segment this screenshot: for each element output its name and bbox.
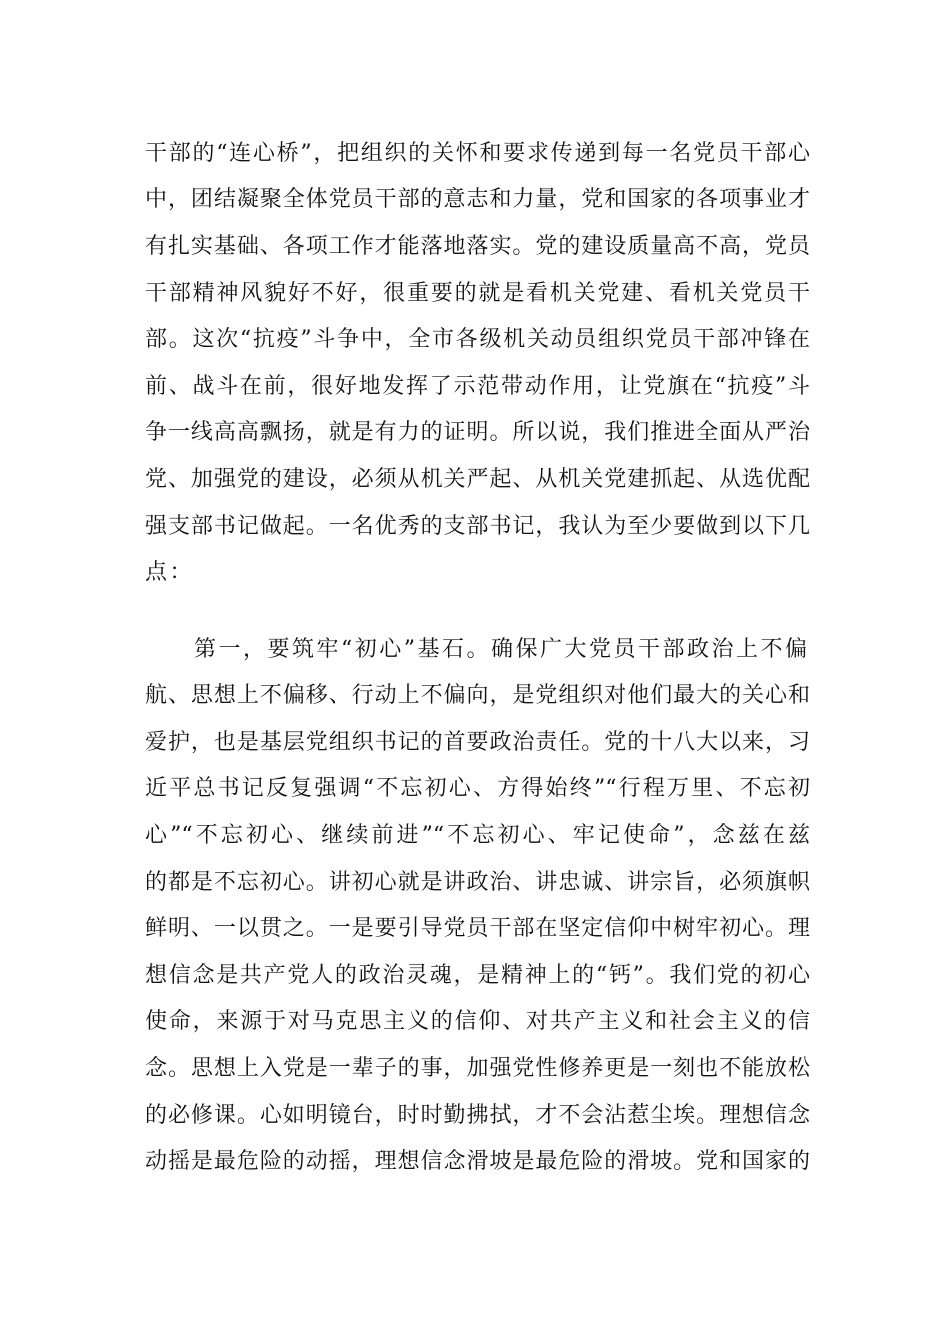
text-line-17: 鲜明、一以贯之。一是要引导党员干部在坚定信仰中树牢初心。理: [145, 916, 810, 941]
text-line-14: 近平总书记反复强调“不忘初心、方得始终”“行程万里、不忘初: [145, 776, 810, 801]
text-line-20: 念。思想上入党是一辈子的事，加强党性修养更是一刻也不能放松: [145, 1056, 810, 1081]
text-line-9: 强支部书记做起。一名优秀的支部书记，我认为至少要做到以下几: [145, 514, 810, 539]
text-line-2: 中，团结凝聚全体党员干部的意志和力量，党和国家的各项事业才: [145, 187, 810, 212]
text-line-1: 干部的“连心桥”，把组织的关怀和要求传递到每一名党员干部心: [145, 141, 810, 166]
text-line-8: 党、加强党的建设，必须从机关严起、从机关党建抓起、从选优配: [145, 467, 810, 492]
paragraph-2-first-line: 第一，要筑牢“初心”基石。确保广大党员干部政治上不偏: [194, 637, 810, 662]
text-line-21: 的必修课。心如明镜台，时时勤拂拭，才不会沾惹尘埃。理想信念: [145, 1103, 810, 1128]
text-line-5: 部。这次“抗疫”斗争中，全市各级机关动员组织党员干部冲锋在: [145, 327, 810, 352]
text-line-19: 使命，来源于对马克思主义的信仰、对共产主义和社会主义的信: [145, 1009, 810, 1034]
text-line-16: 的都是不忘初心。讲初心就是讲政治、讲忠诚、讲宗旨，必须旗帜: [145, 870, 810, 895]
text-line-13: 爱护，也是基层党组织书记的首要政治责任。党的十八大以来，习: [145, 730, 810, 755]
text-line-12: 航、思想上不偏移、行动上不偏向，是党组织对他们最大的关心和: [145, 683, 810, 708]
text-line-18: 想信念是共产党人的政治灵魂，是精神上的“钙”。我们党的初心: [145, 963, 810, 988]
text-line-15: 心”“不忘初心、继续前进”“不忘初心、牢记使命”，念兹在兹: [145, 823, 810, 848]
text-line-7: 争一线高高飘扬，就是有力的证明。所以说，我们推进全面从严治: [145, 420, 810, 445]
text-line-6: 前、战斗在前，很好地发挥了示范带动作用，让党旗在“抗疫”斗: [145, 374, 810, 399]
text-line-4: 干部精神风貌好不好，很重要的就是看机关党建、看机关党员干: [145, 281, 810, 306]
text-line-10: 点：: [145, 560, 195, 585]
text-line-22: 动摇是最危险的动摇，理想信念滑坡是最危险的滑坡。党和国家的: [145, 1149, 810, 1174]
text-line-3: 有扎实基础、各项工作才能落地落实。党的建设质量高不高，党员: [145, 234, 810, 259]
